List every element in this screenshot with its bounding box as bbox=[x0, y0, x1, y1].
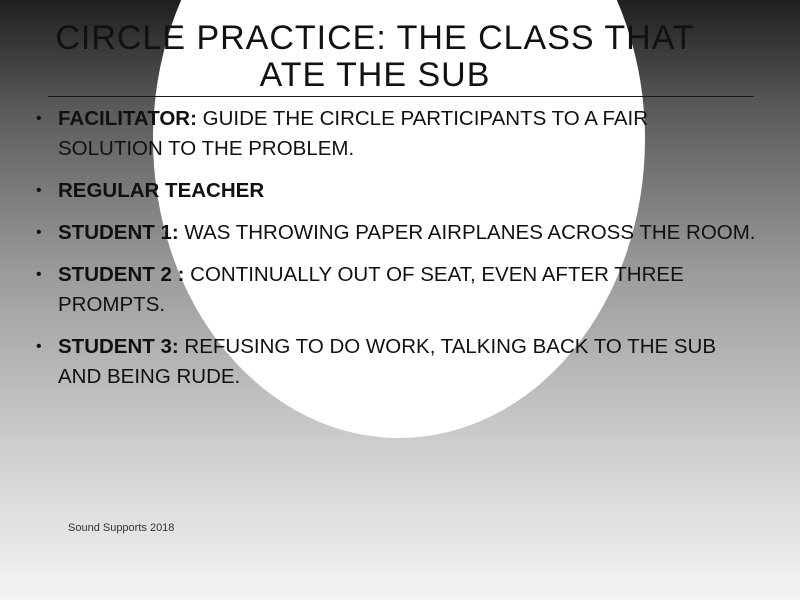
role-item-student-3 bbox=[36, 332, 756, 392]
bullet-icon: • bbox=[36, 224, 42, 241]
slide-title-line-1: CIRCLE PRACTICE: THE CLASS THAT bbox=[55, 19, 695, 57]
role-description: CONTINUALLY OUT OF SEAT, EVEN AFTER THREE PROMPTS. bbox=[58, 263, 684, 316]
slide-title-line-2: ATE THE SUB bbox=[259, 56, 491, 94]
role-name: FACILITATOR: bbox=[58, 107, 197, 130]
bullet-icon: • bbox=[36, 266, 42, 283]
role-name: STUDENT 2 : bbox=[58, 263, 185, 286]
role-name: STUDENT 1: bbox=[58, 221, 179, 244]
role-description: WAS THROWING PAPER AIRPLANES ACROSS THE ROOM. bbox=[178, 221, 756, 244]
role-item-student-2 bbox=[36, 260, 756, 320]
role-item-facilitator bbox=[36, 104, 756, 164]
role-item-regular-teacher bbox=[36, 176, 756, 206]
slide-title bbox=[30, 20, 720, 94]
bullet-icon: • bbox=[36, 110, 42, 127]
footer-text: Sound Supports 2018 bbox=[68, 522, 175, 534]
role-description: GUIDE THE CIRCLE PARTICIPANTS TO A FAIR SOLUTION TO THE PROBLEM. bbox=[58, 107, 649, 160]
title-divider bbox=[48, 96, 754, 97]
role-name: REGULAR TEACHER bbox=[58, 179, 265, 202]
role-item-student-1 bbox=[36, 218, 756, 248]
bullet-icon: • bbox=[36, 182, 42, 199]
role-name: STUDENT 3: bbox=[58, 335, 179, 358]
bullet-icon: • bbox=[36, 338, 42, 355]
role-list bbox=[36, 104, 756, 404]
role-description: REFUSING TO DO WORK, TALKING BACK TO THE SUB AND BEING RUDE. bbox=[58, 335, 717, 388]
